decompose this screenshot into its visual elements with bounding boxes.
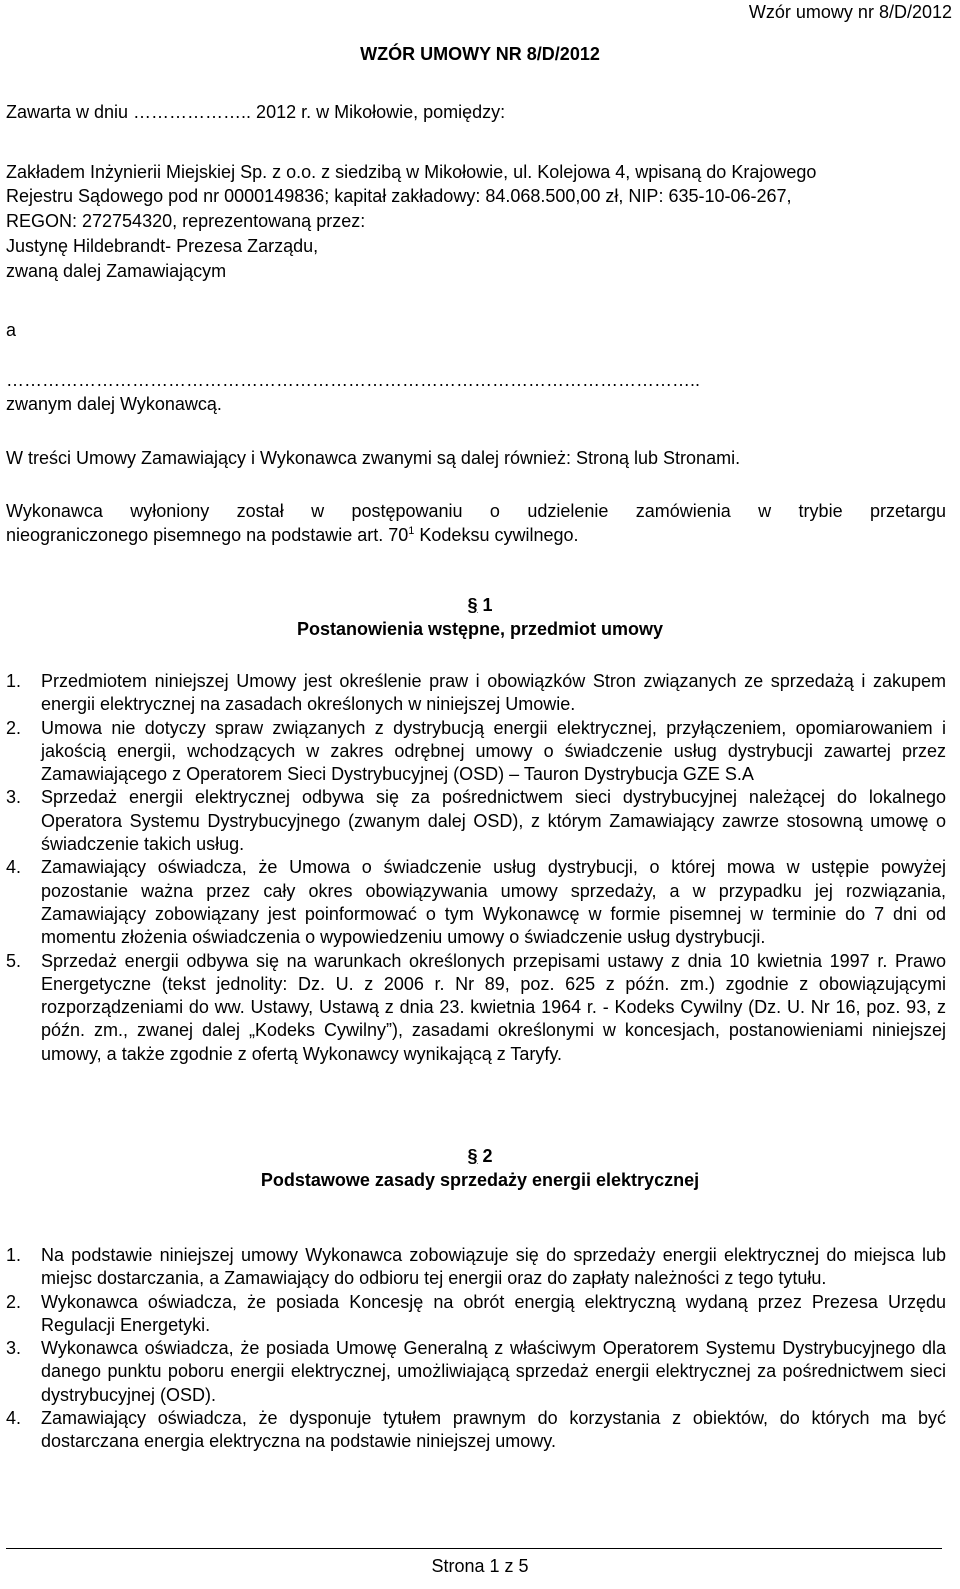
list-item: [6, 1291, 946, 1338]
list-item: [6, 856, 946, 949]
item-text: Przedmiotem niniejszej Umowy jest określenie praw i obowiązków Stron związanych ze sprzedażą i zakupem energii elektrycznej na zasadach określonych w niniejszej Umowie.: [41, 671, 946, 715]
item-number: 3.: [6, 1338, 22, 1359]
party1-line-2: Rejestru Sądowego pod nr 0000149836; kapitał zakładowy: 84.068.500,00 zł, NIP: 635-10-06-267,: [6, 186, 792, 206]
item-text: Zamawiający oświadcza, że Umowa o świadczenie usług dystrybucji, o której mowa w ustępie powyżej pozostanie ważna przez cały okres obowiązywania umowy sprzedaży, a w przypadku jej rozwiązania, Zamawiający zobowiązany jest poinformować o tym Wykonawcę w formie pisemnej w terminie do 7 dni od momentu złożenia oświadczenia o wypowiedzeniu umowy o świadczenie usług dystrybucji.: [41, 857, 946, 948]
article-superscript: 1: [408, 525, 415, 537]
footer-divider: [6, 1548, 942, 1549]
item-number: 1.: [6, 671, 22, 691]
list-item: [6, 1337, 946, 1407]
list-item: [6, 670, 946, 717]
party2-alias: zwanym dalej Wykonawcą.: [6, 394, 222, 414]
item-text: Zamawiający oświadcza, że dysponuje tytułem prawnym do korzystania z obiektów, do których ma być dostarczana energia elektryczna na podstawie niniejszej umowy.: [41, 1408, 946, 1452]
item-number: 3.: [6, 787, 22, 808]
party2-placeholder-dots: ……………………………………………………………………………………………………..: [6, 370, 701, 390]
section-2-list: [6, 1244, 946, 1454]
section-2-heading-sign: [0, 1146, 960, 1167]
section-number: 2: [482, 1146, 493, 1166]
item-number: 1.: [6, 1245, 22, 1265]
section-number: 1: [482, 595, 493, 615]
item-number: 2.: [6, 1291, 22, 1312]
item-number: 4.: [6, 1408, 22, 1429]
list-item: [6, 1244, 946, 1291]
item-text: Wykonawca oświadcza, że posiada Koncesję na obrót energią elektryczną wydaną przez Prezesa Urzędu Regulacji Energetyki.: [41, 1291, 946, 1335]
selection-text-a: nieograniczonego pisemnego na podstawie art. 70: [6, 525, 409, 545]
list-item: [6, 1407, 946, 1454]
item-text: Sprzedaż energii elektrycznej odbywa się za pośrednictwem sieci dystrybucyjnej należącej do lokalnego Operatora Systemu Dystrybucyjnego (zwanym dalej OSD), z którym Zamawiający zawrze stosowną umowę o świadczenie takich usług.: [41, 787, 946, 855]
conclusion-line: Zawarta w dniu ……………….. 2012 r. w Mikołowie, pomiędzy:: [6, 102, 506, 122]
section-1-list: [6, 670, 946, 1066]
section-1-title: Postanowienia wstępne, przedmiot umowy: [296, 619, 664, 639]
party1-representative: Justynę Hildebrandt- Prezesa Zarządu,: [6, 236, 319, 256]
item-number: 2.: [6, 717, 22, 738]
paragraph-sign: §: [467, 595, 478, 615]
selection-line-1: Wykonawca wyłoniony został w postępowaniu o udzielenie zamówienia w trybie przetargu: [6, 501, 946, 521]
selection-line-2: [6, 523, 946, 547]
list-item: [6, 786, 946, 856]
item-text: Na podstawie niniejszej umowy Wykonawca zobowiązuje się do sprzedaży energii elektrycznej do miejsca lub miejsc dostarczania, a Zamawiający do odbioru tej energii oraz do zapłaty należności z tego tytułu.: [41, 1245, 946, 1289]
section-1-heading-sign: [0, 595, 960, 616]
document-title: WZÓR UMOWY NR 8/D/2012: [360, 44, 600, 64]
parties-note: W treści Umowy Zamawiający i Wykonawca zwanymi są dalej również: Stroną lub Stronami.: [6, 448, 741, 468]
item-text: Umowa nie dotyczy spraw związanych z dystrybucją energii elektrycznej, przyłączeniem, opomiarowaniem i jakością energii, wchodzących w zakres odrębnej umowy o świadczenie usług dystrybucji zawartej przez Zamawiającego z Operatorem Sieci Dystrybucyjnej (OSD) – Tauron Dystrybucja GZE S.A: [41, 717, 946, 785]
section-2-title: Podstawowe zasady sprzedaży energii elektrycznej: [260, 1170, 700, 1190]
item-number: 5.: [6, 950, 22, 971]
paragraph-sign: §: [467, 1146, 478, 1166]
list-item: [6, 950, 946, 1066]
and-word: a: [6, 320, 17, 340]
page-number: Strona 1 z 5: [431, 1556, 529, 1576]
party1-line-1: Zakładem Inżynierii Miejskiej Sp. z o.o. z siedzibą w Mikołowie, ul. Kolejowa 4, wpisaną do Krajowego: [6, 162, 817, 182]
item-number: 4.: [6, 857, 22, 878]
party1-alias: zwaną dalej Zamawiającym: [6, 261, 227, 281]
item-text: Wykonawca oświadcza, że posiada Umowę Generalną z właściwym Operatorem Systemu Dystrybucyjnego dla danego punktu poboru energii elektrycznej, umożliwiającą sprzedaż energii elektrycznej za pośrednictwem sieci dystrybucyjnej (OSD).: [41, 1338, 946, 1405]
running-header: Wzór umowy nr 8/D/2012: [748, 2, 952, 22]
item-text: Sprzedaż energii odbywa się na warunkach określonych przepisami ustawy z dnia 10 kwietnia 1997 r. Prawo Energetyczne (tekst jednolity: Dz. U. z 2006 r. Nr 89, poz. 625 z późn. zm.) zgodnie z obowiązującymi rozporządzeniami do ww. Ustawy, Ustawą z dnia 23. kwietnia 1964 r. - Kodeks Cywilny (Dz. U. Nr 16, poz. 93, z późn. zm., zwanej dalej „Kodeks Cywilny”), zasadami określonymi w koncesjach, postanowieniami niniejszej umowy, a także zgodnie z ofertą Wykonawcy wynikającą z Taryfy.: [41, 950, 946, 1064]
list-item: [6, 717, 946, 787]
party1-line-3: REGON: 272754320, reprezentowaną przez:: [6, 211, 366, 231]
selection-text-b: Kodeksu cywilnego.: [414, 525, 579, 545]
